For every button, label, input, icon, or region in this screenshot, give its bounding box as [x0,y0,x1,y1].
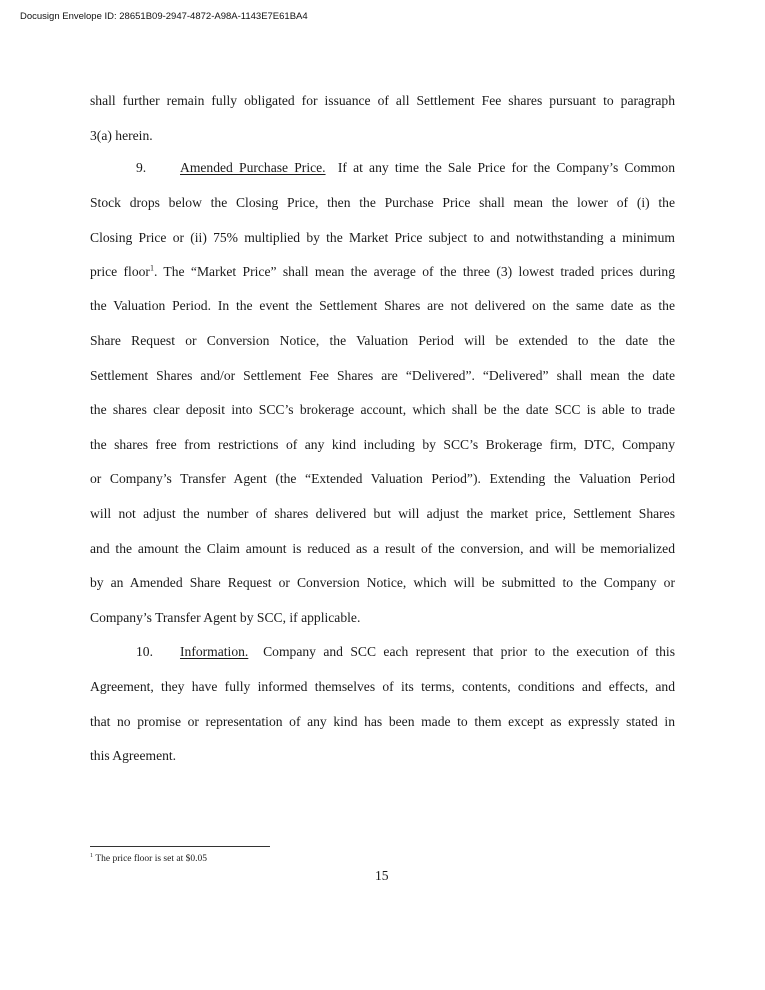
body-line: the shares clear deposit into SCC’s brokerage account, which shall be the date SCC is able to trade [90,402,675,417]
body-line: by an Amended Share Request or Conversion Notice, which will be submitted to the Company or [90,575,675,590]
body-line: Closing Price or (ii) 75% multiplied by the Market Price subject to and notwithstanding a minimum [90,230,675,245]
footnote-divider [90,846,270,847]
footnote [90,853,207,865]
body-line: that no promise or representation of any kind has been made to them except as expressly stated in [90,714,675,729]
body-line: the Valuation Period. In the event the Settlement Shares are not delivered on the same date as the [90,298,675,313]
section-9-number: 9. [136,160,147,175]
body-line: or Company’s Transfer Agent (the “Extended Valuation Period”). Extending the Valuation Period [90,471,675,486]
section-10-heading: Information. [180,644,249,659]
body-line: Agreement, they have fully informed themselves of its terms, contents, conditions and effects, and [90,679,675,694]
body-line: the shares free from restrictions of any kind including by SCC’s Brokerage firm, DTC, Company [90,437,675,452]
docusign-envelope-id: Docusign Envelope ID: 28651B09-2947-4872-A98A-1143E7E61BA4 [20,11,308,22]
body-line: 3(a) herein. [90,128,153,143]
section-10-first-line [136,644,675,660]
footnote-reference: 1 [149,263,154,273]
body-line-with-footnote [90,264,675,280]
body-line: will not adjust the number of shares delivered but will adjust the market price, Settlement Shares [90,506,675,521]
page-number: 15 [375,868,389,883]
section-9-heading: Amended Purchase Price. [180,160,326,175]
body-line-part: . The “Market Price” shall mean the average of the three (3) lowest traded prices during [153,264,675,279]
body-line: Company’s Transfer Agent by SCC, if applicable. [90,610,361,625]
footnote-marker: 1 [90,852,93,859]
section-10-text: Company and SCC each represent that prior to the execution of this [263,644,675,659]
body-line: and the amount the Claim amount is reduced as a result of the conversion, and will be memorialized [90,541,675,556]
footnote-text: The price floor is set at $0.05 [95,854,207,864]
section-10-number: 10. [136,644,153,659]
body-line: Stock drops below the Closing Price, then the Purchase Price shall mean the lower of (i) the [90,195,675,210]
body-line: Share Request or Conversion Notice, the Valuation Period will be extended to the date the [90,333,675,348]
section-9-first-line [136,160,675,176]
body-line: shall further remain fully obligated for issuance of all Settlement Fee shares pursuant to paragraph [90,93,675,108]
body-line: this Agreement. [90,748,177,763]
section-9-text: If at any time the Sale Price for the Company’s Common [337,160,676,175]
body-line-part: price floor [90,264,150,279]
body-line: Settlement Shares and/or Settlement Fee Shares are “Delivered”. “Delivered” shall mean the date [90,368,675,383]
